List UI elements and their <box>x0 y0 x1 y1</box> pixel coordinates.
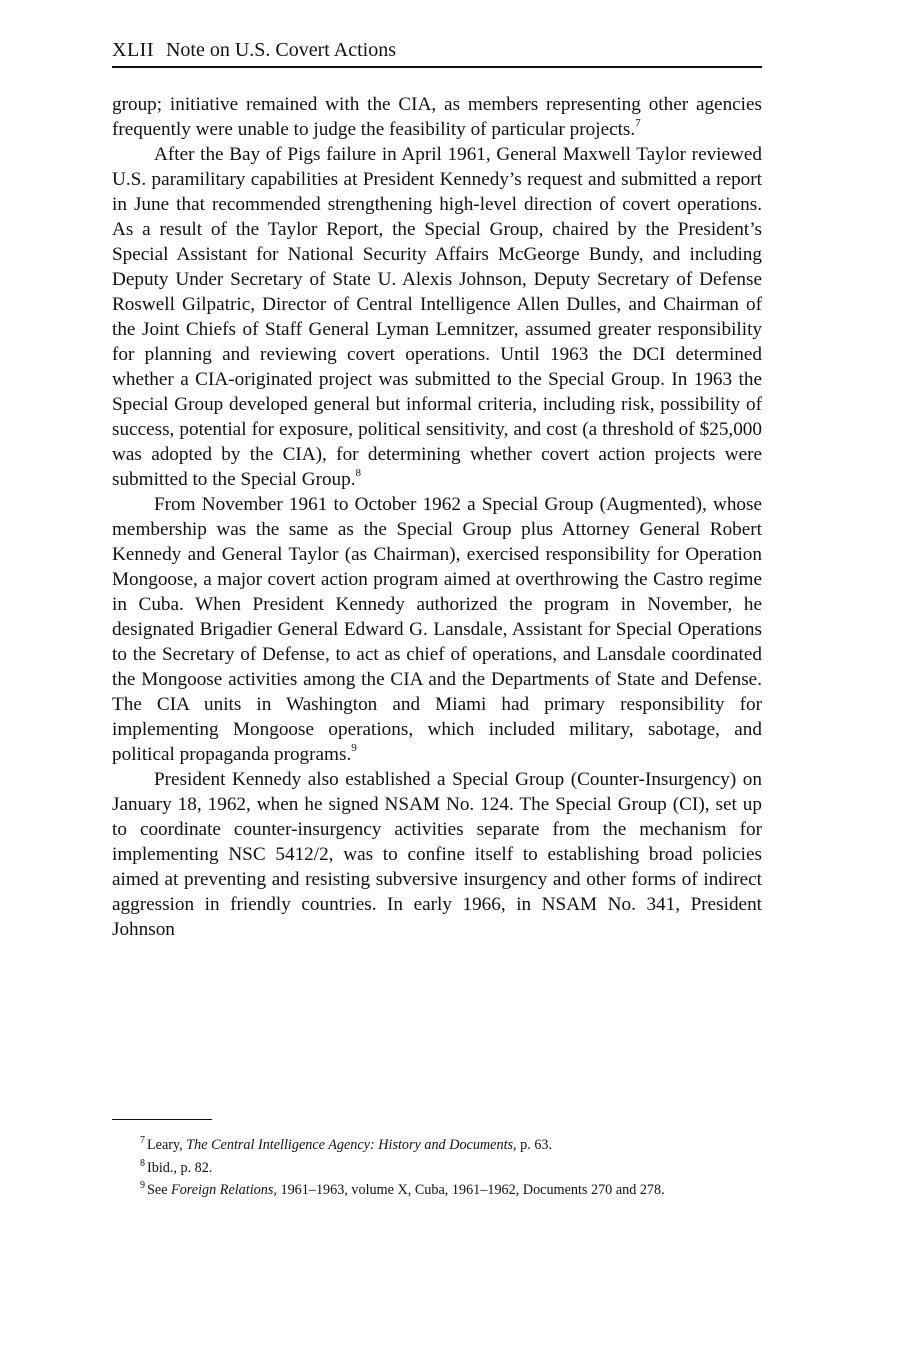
page-number: XLII <box>112 39 154 61</box>
footnote-9 <box>112 1179 762 1202</box>
body-text <box>112 92 762 942</box>
paragraph-1 <box>112 92 762 142</box>
footnote-7 <box>112 1134 762 1157</box>
paragraph-text: President Kennedy also established a Special Group (Counter-Insurgency) on January 18, 1962, when he signed NSAM No. 124. The Special Group (CI), set up to coordinate counter-insurgency activities separate from the mechanism for implementing NSC 5412/2, was to confine itself to establishing broad policies aimed at preventing and resisting subversive insurgency and other forms of indirect aggression in friendly countries. In early 1966, in NSAM No. 341, President Johnson <box>112 769 762 940</box>
paragraph-2 <box>112 142 762 492</box>
paragraph-text: From November 1961 to October 1962 a Special Group (Augmented), whose membership was the same as the Special Group plus Attorney General Robert Kennedy and General Taylor (as Chairman), exercised responsibility for Operation Mongoose, a major covert action program aimed at overthrowing the Castro regime in Cuba. When President Kennedy authorized the program in November, he designated Brigadier General Edward G. Lansdale, Assistant for Special Operations to the Secretary of Defense, to act as chief of operations, and Lansdale coordinated the Mongoose activities among the CIA and the Departments of State and Defense. The CIA units in Washington and Miami had primary responsibility for implementing Mongoose operations, which included military, sabotage, and political propaganda programs. <box>112 494 762 765</box>
page <box>112 36 762 942</box>
footnote-text: , 1961–1963, volume X, Cuba, 1961–1962, Documents 270 and 278. <box>273 1182 665 1198</box>
paragraph-3 <box>112 492 762 767</box>
footnote-text: Ibid., p. 82. <box>147 1159 213 1176</box>
footnote-rule <box>112 1119 212 1120</box>
running-title: Note on U.S. Covert Actions <box>165 39 396 61</box>
footnote-ref-9: 9 <box>351 741 357 754</box>
footnote-number: 8 <box>140 1157 145 1169</box>
footnote-title: Foreign Relations <box>171 1182 274 1198</box>
running-header <box>112 36 762 68</box>
footnote-ref-8: 8 <box>355 466 362 479</box>
footnote-8 <box>112 1157 762 1180</box>
footnote-number: 9 <box>140 1180 145 1192</box>
footnote-ref-7: 7 <box>635 116 641 129</box>
paragraph-text: group; initiative remained with the CIA, as members representing other agencies frequently were unable to judge the feasibility of particular projects. <box>112 94 762 140</box>
footnote-text: , p. 63. <box>513 1137 553 1153</box>
footnote-text: See <box>147 1182 172 1198</box>
paragraph-4 <box>112 767 762 942</box>
footnote-title: The Central Intelligence Agency: History and Documents <box>186 1137 514 1153</box>
footnote-number: 7 <box>140 1135 145 1147</box>
footnotes <box>112 1134 762 1202</box>
paragraph-text: After the Bay of Pigs failure in April 1961, General Maxwell Taylor reviewed U.S. paramilitary capabilities at President Kennedy’s request and submitted a report in June that recommended strengthening high-level direction of covert operations. As a result of the Taylor Report, the Special Group, chaired by the President’s Special Assistant for National Security Affairs McGeorge Bundy, and including Deputy Under Secretary of State U. Alexis Johnson, Deputy Secretary of Defense Roswell Gilpatric, Director of Central Intelligence Allen Dulles, and Chairman of the Joint Chiefs of Staff General Lyman Lemnitzer, assumed greater responsibility for planning and reviewing covert operations. Until 1963 the DCI determined whether a CIA-originated project was submitted to the Special Group. In 1963 the Special Group developed general but informal criteria, including risk, possibility of success, potential for exposure, political sensitivity, and cost (a threshold of $25,000 was adopted by the CIA), for determining whether covert action projects were submitted to the Special Group. <box>112 144 762 490</box>
footnote-text: Leary, <box>147 1137 187 1153</box>
